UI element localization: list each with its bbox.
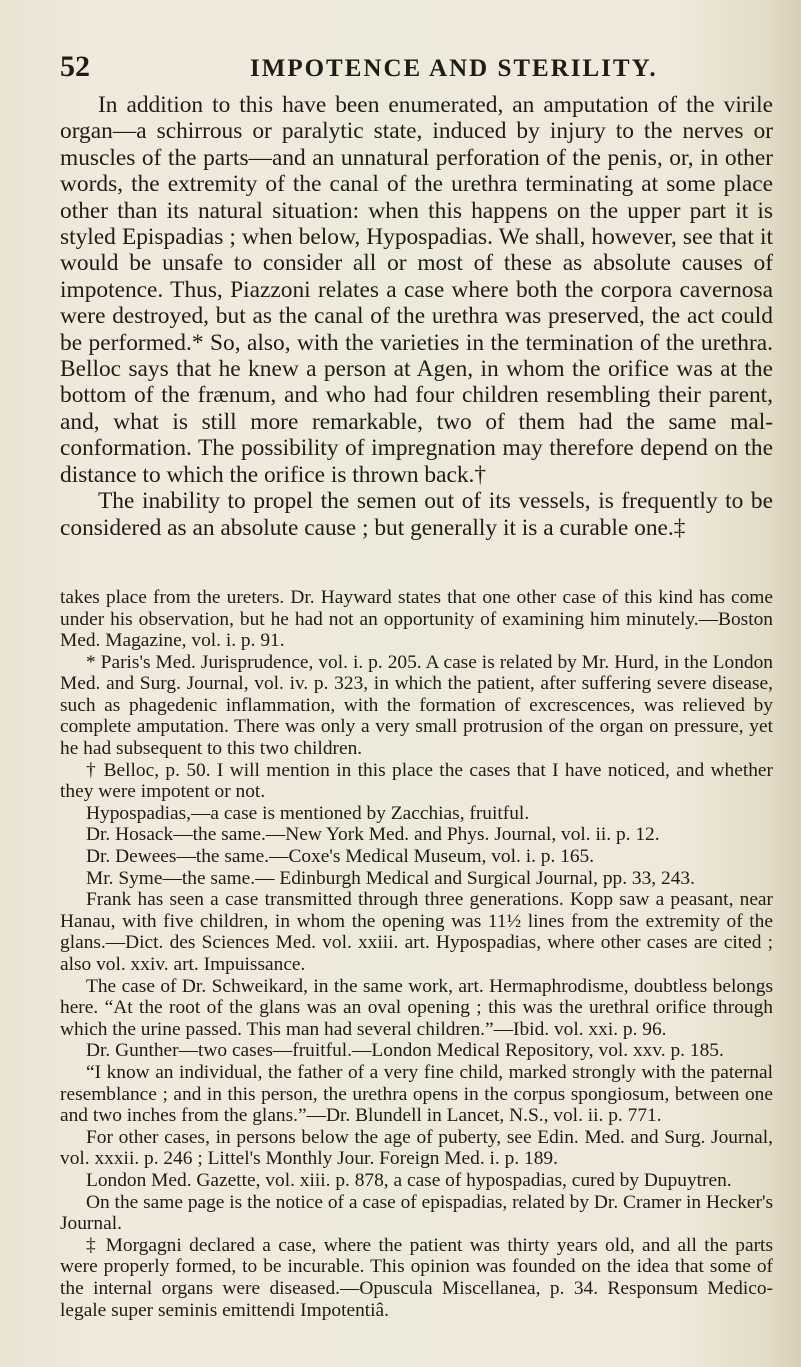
footnote: For other cases, in persons below the age of puberty, see Edin. Med. and Surg. Journal, vol. xxxii. p. 246 ; Littel's Monthly Jour. Foreign Med. i. p. 189.: [60, 1126, 773, 1170]
footnote: Mr. Syme—the same.— Edinburgh Medical and Surgical Journal, pp. 33, 243.: [86, 867, 695, 889]
footnote: London Med. Gazette, vol. xiii. p. 878, a case of hypospadias, cured by Dupuytren.: [86, 1169, 732, 1191]
main-text: [60, 92, 773, 541]
footnote: Dr. Dewees—the same.—Coxe's Medical Museum, vol. i. p. 165.: [86, 846, 595, 868]
main-paragraph: In addition to this have been enumerated, an amputation of the virile organ—a schirrous or paralytic state, induced by injury to the nerves or muscles of the parts—and an unnatural perforation of the penis, or, in other words, the extremity of the canal of the urethra terminating at some place other than its natural situation: when this happens on the upper part it is styled Epispadias ; when below, Hypospadias. We shall, however, see that it would be unsafe to consider all or most of these as absolute causes of impotence. Thus, Piazzoni relates a case where both the corpora cavernosa were destroyed, but as the canal of the urethra was preserved, the act could be performed.* So, also, with the varieties in the termination of the urethra. Belloc says that he knew a person at Agen, in whom the orifice was at the bottom of the frænum, and who had four children resembling their parent, and, what is still more remarkable, two of them had the same mal-conformation. The possibility of impregnation may therefore depend on the distance to which the orifice is thrown back.†: [60, 92, 773, 488]
running-head: IMPOTENCE AND STERILITY.: [250, 55, 658, 82]
footnotes: [60, 587, 773, 1321]
footnote: † Belloc, p. 50. I will mention in this place the cases that I have noticed, and whether they were impotent or not.: [60, 759, 773, 803]
footnote: takes place from the ureters. Dr. Hayward states that one other case of this kind has come under his observation, but he had not an opportunity of examining him minutely.—Boston Med. Magazine, vol. i. p. 91.: [60, 586, 773, 652]
footnote: * Paris's Med. Jurisprudence, vol. i. p. 205. A case is related by Mr. Hurd, in the London Med. and Surg. Journal, vol. iv. p. 323, in which the patient, after suffering severe disease, such as phagedenic inflammation, with the formation of excrescences, was relieved by complete amputation. There was only a very small protrusion of the organ on pressure, yet he had subsequent to this two children.: [60, 651, 773, 760]
footnote: ‡ Morgagni declared a case, where the patient was thirty years old, and all the parts were properly formed, to be incurable. This opinion was founded on the idea that some of the internal organs were diseased.—Opuscula Miscellanea, p. 34. Responsum Medico-legale super seminis emittendi Impotentiâ.: [60, 1234, 773, 1321]
main-paragraph: The inability to propel the semen out of its vessels, is frequently to be considered as an absolute cause ; but generally it is a curable one.‡: [60, 488, 773, 541]
footnote: Hypospadias,—a case is mentioned by Zacchias, fruitful.: [86, 802, 530, 824]
footnote: “I know an individual, the father of a very fine child, marked strongly with the paternal resemblance ; and in this person, the urethra opens in the corpus spongiosum, between one and two inches from the glans.”—Dr. Blundell in Lancet, N.S., vol. ii. p. 771.: [60, 1061, 773, 1127]
footnote: Dr. Hosack—the same.—New York Med. and Phys. Journal, vol. ii. p. 12.: [86, 824, 660, 846]
page-header: [60, 50, 773, 90]
page-number: 52: [60, 50, 90, 83]
footnote: The case of Dr. Schweikard, in the same work, art. Hermaphrodisme, doubtless belongs here. “At the root of the glans was an oval opening ; this was the urethral orifice through which the urine passed. This man had several children.”—Ibid. vol. xxi. p. 96.: [60, 975, 773, 1040]
footnote: On the same page is the notice of a case of epispadias, related by Dr. Cramer in Hecker's Journal.: [60, 1191, 773, 1235]
footnote: Dr. Gunther—two cases—fruitful.—London Medical Repository, vol. xxv. p. 185.: [86, 1040, 724, 1062]
footnote: Frank has seen a case transmitted through three generations. Kopp saw a peasant, near Hanau, with five children, in whom the opening was 11½ lines from the extremity of the glans.—Dict. des Sciences Med. vol. xxiii. art. Hypospadias, where other cases are cited ; also vol. xxiv. art. Impuissance.: [60, 889, 773, 975]
